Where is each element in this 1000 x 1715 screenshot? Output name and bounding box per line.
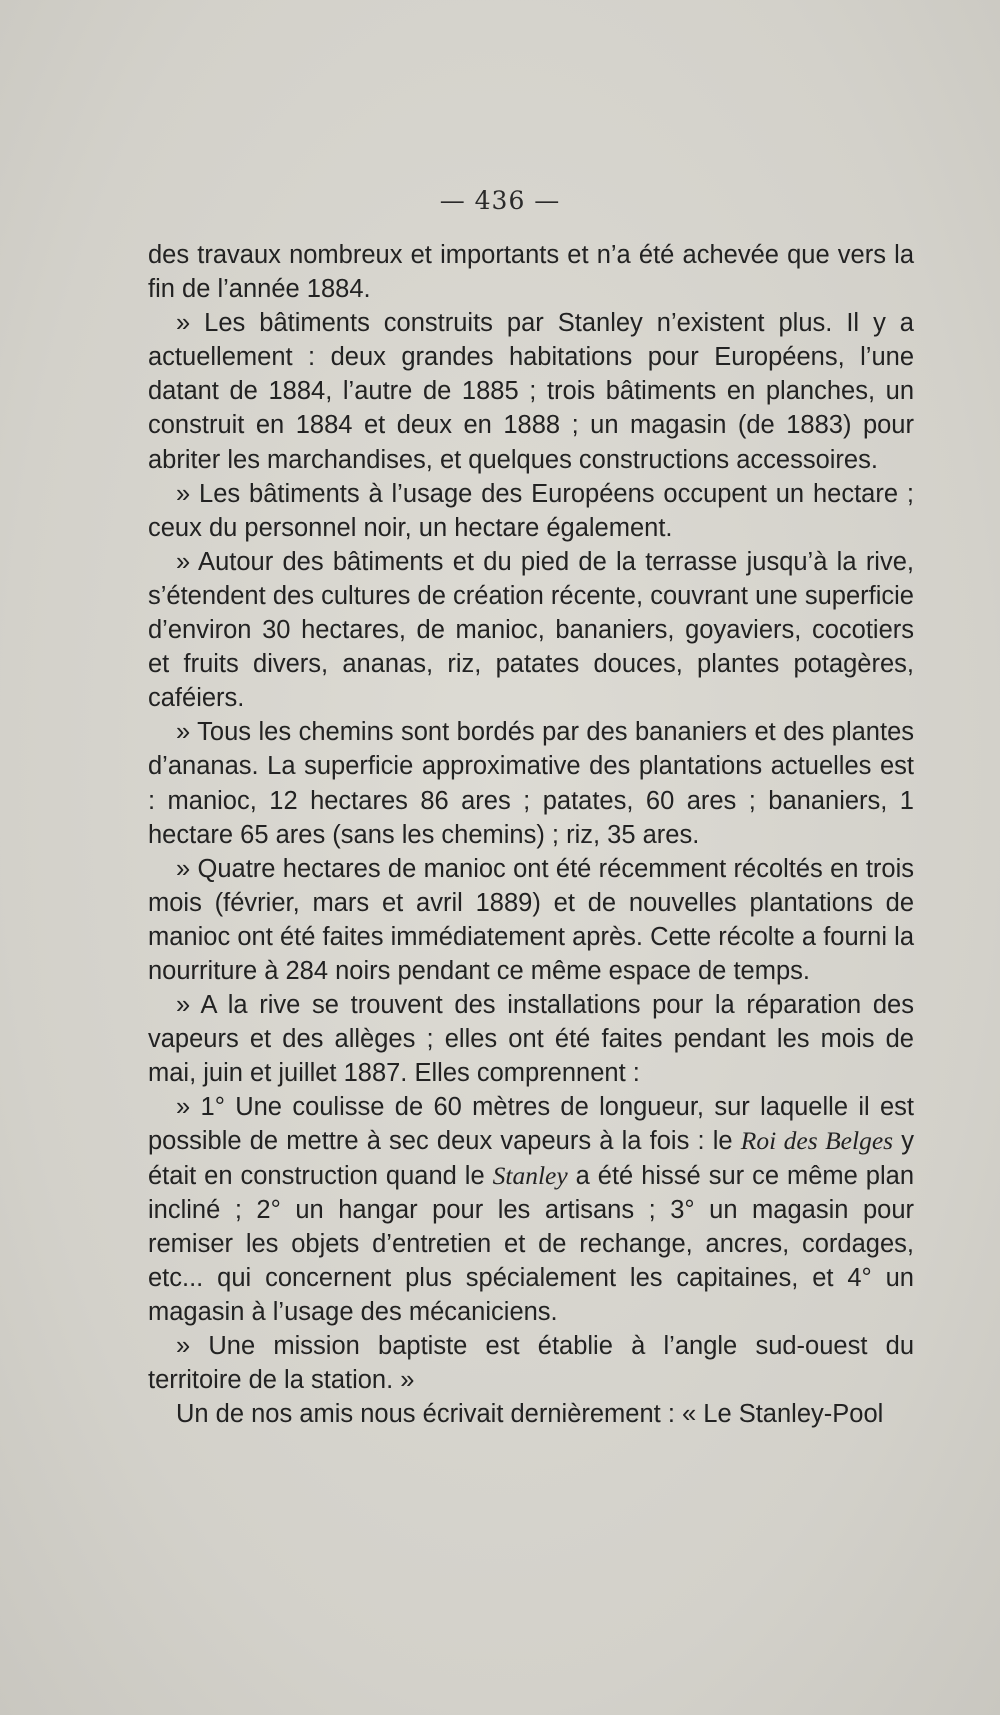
paragraph-8 (148, 1090, 914, 1329)
paragraph-8-part-2: y était en construction quand le (148, 1127, 914, 1190)
paragraph-8-part-3: a été hissé sur ce même plan incliné ; 2° un hangar pour les artisans ; 3° un magasin pour remiser les objets d’entretien et de rechange, ancres, cordages, etc... qui concernent plus spécialement les capitaines, et 4° un magasin à l’usage des mécaniciens. (148, 1161, 914, 1326)
paragraph-10: Un de nos amis nous écrivait dernièrement : « Le Stanley-Pool (176, 1400, 884, 1429)
page-number: — 436 — (439, 186, 561, 215)
paragraph-4: » Autour des bâtiments et du pied de la terrasse jusqu’à la rive, s’étendent des cultures de création récente, couvrant une superficie d’environ 30 hectares, de manioc, bananiers, goyaviers, cocotiers et fruits divers, ananas, riz, patates douces, plantes potagères, caféiers. (148, 547, 914, 713)
paragraph-6: » Quatre hectares de manioc ont été récemment récoltés en trois mois (février, mars et avril 1889) et de nouvelles plantations de manioc ont été faites immédiatement après. Cette récolte a fourni la nourriture à 284 noirs pendant ce même espace de temps. (148, 854, 914, 985)
paragraph-1: des travaux nombreux et importants et n’a été achevée que vers la fin de l’année 1884. (148, 241, 914, 304)
paragraph-2: » Les bâtiments construits par Stanley n’existent plus. Il y a actuellement : deux grandes habitations pour Européens, l’une datant de 1884, l’autre de 1885 ; trois bâtiments en planches, un construit en 1884 et deux en 1888 ; un magasin (de 1883) pour abriter les marchandises, et quelques constructions accessoires. (148, 309, 914, 474)
body-text (148, 238, 914, 1431)
ship-name-roi-des-belges: Roi des Belges (740, 1126, 894, 1156)
paragraph-3: » Les bâtiments à l’usage des Européens occupent un hectare ; ceux du personnel noir, un hectare également. (148, 479, 914, 542)
paragraph-9: » Une mission baptiste est établie à l’angle sud-ouest du territoire de la station. » (148, 1332, 914, 1395)
ship-name-stanley: Stanley (492, 1160, 568, 1190)
paragraph-5: » Tous les chemins sont bordés par des bananiers et des plantes d’ananas. La superficie approximative des plantations actuelles est : manioc, 12 hectares 86 ares ; patates, 60 ares ; bananiers, 1 hectare 65 ares (sans les chemins) ; riz, 35 ares. (148, 718, 914, 849)
paragraph-8-part-1: » 1° Une coulisse de 60 mètres de longueur, sur laquelle il est possible de mettre à sec deux vapeurs à la fois : le (148, 1093, 914, 1156)
paragraph-7: » A la rive se trouvent des installations pour la réparation des vapeurs et des allèges ; elles ont été faites pendant les mois de mai, juin et juillet 1887. Elles comprennent : (148, 991, 914, 1088)
